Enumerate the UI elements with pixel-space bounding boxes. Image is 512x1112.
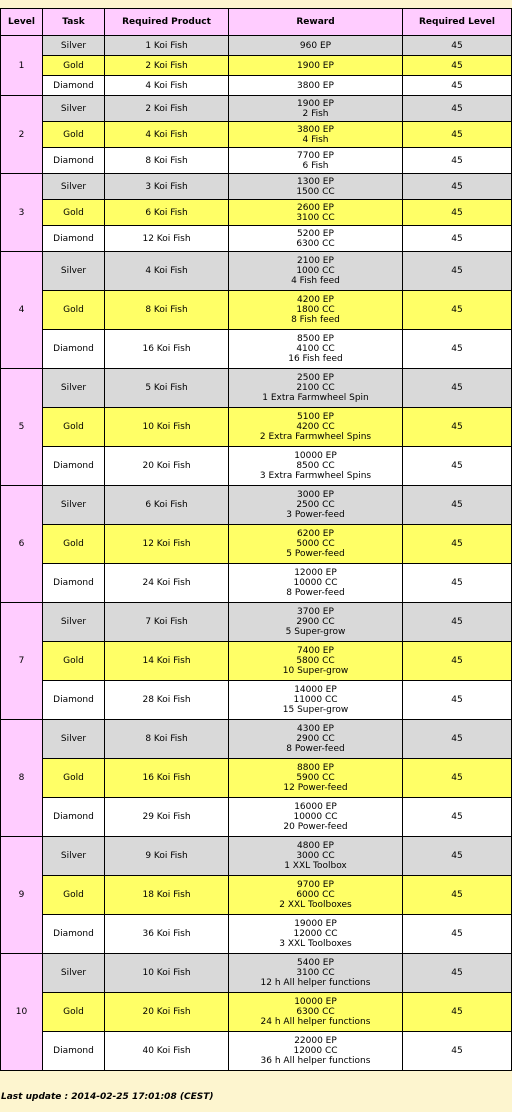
- required-product-cell: 24 Koi Fish: [105, 564, 229, 603]
- reward-line: 3100 CC: [296, 212, 335, 223]
- task-cell: Silver: [43, 96, 105, 122]
- reward-cell: [229, 96, 403, 122]
- task-cell: Diamond: [43, 330, 105, 369]
- task-cell: Silver: [43, 486, 105, 525]
- required-product-cell: 12 Koi Fish: [105, 226, 229, 252]
- reward-line: 5000 CC: [296, 539, 335, 549]
- reward-line: 6 Fish: [302, 160, 329, 171]
- required-product-cell: 12 Koi Fish: [105, 525, 229, 564]
- reward-cell: [229, 564, 403, 603]
- table-row: [1, 642, 512, 681]
- task-cell: Diamond: [43, 681, 105, 720]
- reward-line: 16 Fish feed: [288, 354, 343, 364]
- table-row: [1, 226, 512, 252]
- required-product-cell: 18 Koi Fish: [105, 876, 229, 915]
- task-cell: Gold: [43, 200, 105, 226]
- reward-line: 2600 EP: [297, 202, 334, 213]
- task-cell: Gold: [43, 759, 105, 798]
- required-level-cell: 45: [403, 226, 512, 252]
- task-cell: Diamond: [43, 1032, 105, 1071]
- required-level-cell: 45: [403, 759, 512, 798]
- table-row: [1, 954, 512, 993]
- level-cell: 4: [1, 252, 43, 369]
- reward-line: 16000 EP: [294, 802, 337, 812]
- reward-cell: [229, 122, 403, 148]
- table-row: [1, 837, 512, 876]
- reward-line: 1800 CC: [296, 305, 335, 315]
- task-cell: Diamond: [43, 915, 105, 954]
- required-level-cell: 45: [403, 681, 512, 720]
- reward-cell: [229, 200, 403, 226]
- reward-cell: [229, 915, 403, 954]
- reward-line: 6300 CC: [296, 238, 335, 249]
- required-product-cell: 8 Koi Fish: [105, 720, 229, 759]
- reward-cell: [229, 56, 403, 76]
- required-level-cell: 45: [403, 200, 512, 226]
- reward-line: 11000 CC: [293, 695, 338, 705]
- reward-line: 2500 EP: [297, 373, 334, 383]
- header-required-product: Required Product: [105, 9, 229, 36]
- reward-line: 6000 CC: [296, 890, 335, 900]
- task-cell: Silver: [43, 369, 105, 408]
- table-row: [1, 56, 512, 76]
- header-level: Level: [1, 9, 43, 36]
- task-cell: Gold: [43, 525, 105, 564]
- reward-line: 2 XXL Toolboxes: [279, 900, 352, 910]
- reward-line: 3 XXL Toolboxes: [279, 939, 352, 949]
- required-level-cell: 45: [403, 915, 512, 954]
- table-row: [1, 76, 512, 96]
- reward-line: 2 Extra Farmwheel Spins: [259, 432, 372, 442]
- task-cell: Diamond: [43, 226, 105, 252]
- required-product-cell: 16 Koi Fish: [105, 330, 229, 369]
- reward-cell: [229, 148, 403, 174]
- reward-cell: [229, 174, 403, 200]
- header-reward: Reward: [229, 9, 403, 36]
- table-row: [1, 447, 512, 486]
- level-cell: 7: [1, 603, 43, 720]
- required-level-cell: 45: [403, 369, 512, 408]
- rewards-table: [0, 8, 512, 1071]
- reward-line: 22000 EP: [294, 1036, 337, 1046]
- required-product-cell: 16 Koi Fish: [105, 759, 229, 798]
- reward-line: 4 Fish: [302, 134, 329, 145]
- required-level-cell: 45: [403, 798, 512, 837]
- reward-line: 10 Super-grow: [282, 666, 349, 676]
- task-cell: Diamond: [43, 447, 105, 486]
- reward-line: 4 Fish feed: [291, 276, 340, 286]
- required-level-cell: 45: [403, 993, 512, 1032]
- reward-line: 12000 EP: [294, 568, 337, 578]
- task-cell: Gold: [43, 642, 105, 681]
- reward-line: 12000 CC: [293, 929, 338, 939]
- task-cell: Silver: [43, 603, 105, 642]
- level-cell: 8: [1, 720, 43, 837]
- reward-line: 7700 EP: [297, 150, 334, 161]
- table-header-row: [1, 9, 512, 36]
- table-row: [1, 148, 512, 174]
- required-product-cell: 2 Koi Fish: [105, 56, 229, 76]
- level-cell: 6: [1, 486, 43, 603]
- reward-line: 8500 CC: [296, 461, 335, 471]
- level-cell: 3: [1, 174, 43, 252]
- reward-cell: [229, 486, 403, 525]
- task-cell: Silver: [43, 174, 105, 200]
- reward-cell: [229, 76, 403, 96]
- reward-line: 10000 CC: [293, 578, 338, 588]
- reward-line: 1000 CC: [296, 266, 335, 276]
- required-product-cell: 6 Koi Fish: [105, 200, 229, 226]
- table-body: [1, 36, 512, 1071]
- table-row: [1, 759, 512, 798]
- table-row: [1, 486, 512, 525]
- required-product-cell: 28 Koi Fish: [105, 681, 229, 720]
- reward-line: 4200 CC: [296, 422, 335, 432]
- task-cell: Silver: [43, 720, 105, 759]
- table-row: [1, 96, 512, 122]
- reward-line: 10000 EP: [294, 451, 337, 461]
- reward-cell: [229, 603, 403, 642]
- level-cell: 9: [1, 837, 43, 954]
- header-task: Task: [43, 9, 105, 36]
- reward-line: 12000 CC: [293, 1046, 338, 1056]
- reward-line: 2500 CC: [296, 500, 335, 510]
- reward-line: 36 h All helper functions: [260, 1056, 371, 1066]
- table-row: [1, 408, 512, 447]
- reward-cell: [229, 720, 403, 759]
- table-row: [1, 36, 512, 56]
- reward-line: 3 Extra Farmwheel Spins: [259, 471, 372, 481]
- required-product-cell: 8 Koi Fish: [105, 148, 229, 174]
- reward-line: 5100 EP: [297, 412, 334, 422]
- table-row: [1, 122, 512, 148]
- reward-cell: [229, 837, 403, 876]
- required-level-cell: 45: [403, 603, 512, 642]
- required-level-cell: 45: [403, 148, 512, 174]
- reward-cell: [229, 408, 403, 447]
- required-product-cell: 5 Koi Fish: [105, 369, 229, 408]
- required-level-cell: 45: [403, 330, 512, 369]
- required-level-cell: 45: [403, 291, 512, 330]
- reward-cell: [229, 1032, 403, 1071]
- required-level-cell: 45: [403, 76, 512, 96]
- required-level-cell: 45: [403, 447, 512, 486]
- reward-line: 3100 CC: [296, 968, 335, 978]
- table-row: [1, 603, 512, 642]
- reward-line: 3700 EP: [297, 607, 334, 617]
- reward-line: 3000 CC: [296, 851, 335, 861]
- required-level-cell: 45: [403, 564, 512, 603]
- required-level-cell: 45: [403, 408, 512, 447]
- task-cell: Gold: [43, 56, 105, 76]
- reward-line: 3 Power-feed: [286, 510, 345, 520]
- required-product-cell: 8 Koi Fish: [105, 291, 229, 330]
- reward-line: 12 Power-feed: [283, 783, 348, 793]
- table-row: [1, 720, 512, 759]
- task-cell: Diamond: [43, 148, 105, 174]
- required-product-cell: 10 Koi Fish: [105, 954, 229, 993]
- task-cell: Diamond: [43, 76, 105, 96]
- reward-line: 960 EP: [299, 40, 332, 51]
- last-update: Last update : 2014-02-25 17:01:08 (CEST): [1, 1092, 214, 1102]
- required-product-cell: 2 Koi Fish: [105, 96, 229, 122]
- reward-cell: [229, 993, 403, 1032]
- reward-line: 1 Extra Farmwheel Spin: [262, 393, 369, 403]
- required-product-cell: 40 Koi Fish: [105, 1032, 229, 1071]
- reward-line: 2100 EP: [297, 256, 334, 266]
- table-row: [1, 330, 512, 369]
- task-cell: Gold: [43, 993, 105, 1032]
- required-level-cell: 45: [403, 642, 512, 681]
- reward-line: 1300 EP: [297, 176, 334, 187]
- reward-line: 8800 EP: [297, 763, 334, 773]
- table-row: [1, 200, 512, 226]
- task-cell: Silver: [43, 252, 105, 291]
- reward-line: 6300 CC: [296, 1007, 335, 1017]
- reward-line: 10000 CC: [293, 812, 338, 822]
- table-row: [1, 993, 512, 1032]
- required-product-cell: 36 Koi Fish: [105, 915, 229, 954]
- reward-line: 2900 CC: [296, 617, 335, 627]
- reward-line: 8 Fish feed: [291, 315, 340, 325]
- reward-line: 2900 CC: [296, 734, 335, 744]
- reward-line: 19000 EP: [294, 919, 337, 929]
- required-level-cell: 45: [403, 1032, 512, 1071]
- table-row: [1, 681, 512, 720]
- reward-line: 4800 EP: [297, 841, 334, 851]
- reward-line: 4200 EP: [297, 295, 334, 305]
- reward-line: 7400 EP: [297, 646, 334, 656]
- task-cell: Diamond: [43, 564, 105, 603]
- required-level-cell: 45: [403, 96, 512, 122]
- required-level-cell: 45: [403, 720, 512, 759]
- required-product-cell: 6 Koi Fish: [105, 486, 229, 525]
- reward-line: 1900 EP: [297, 98, 334, 109]
- table-row: [1, 252, 512, 291]
- required-level-cell: 45: [403, 122, 512, 148]
- required-product-cell: 3 Koi Fish: [105, 174, 229, 200]
- reward-cell: [229, 36, 403, 56]
- required-level-cell: 45: [403, 36, 512, 56]
- required-level-cell: 45: [403, 525, 512, 564]
- required-product-cell: 1 Koi Fish: [105, 36, 229, 56]
- required-product-cell: 4 Koi Fish: [105, 122, 229, 148]
- reward-line: 2 Fish: [302, 108, 329, 119]
- task-cell: Diamond: [43, 798, 105, 837]
- reward-line: 8500 EP: [297, 334, 334, 344]
- required-level-cell: 45: [403, 837, 512, 876]
- reward-line: 4300 EP: [297, 724, 334, 734]
- reward-line: 20 Power-feed: [283, 822, 348, 832]
- table-row: [1, 915, 512, 954]
- required-level-cell: 45: [403, 174, 512, 200]
- reward-cell: [229, 330, 403, 369]
- reward-line: 1 XXL Toolbox: [284, 861, 347, 871]
- task-cell: Gold: [43, 408, 105, 447]
- task-cell: Silver: [43, 36, 105, 56]
- task-cell: Gold: [43, 876, 105, 915]
- table-row: [1, 369, 512, 408]
- reward-line: 5400 EP: [297, 958, 334, 968]
- reward-cell: [229, 447, 403, 486]
- reward-line: 5800 CC: [296, 656, 335, 666]
- table-row: [1, 174, 512, 200]
- task-cell: Silver: [43, 837, 105, 876]
- table-row: [1, 525, 512, 564]
- required-product-cell: 20 Koi Fish: [105, 993, 229, 1032]
- reward-cell: [229, 798, 403, 837]
- reward-line: 1900 EP: [297, 60, 334, 71]
- reward-line: 8 Power-feed: [286, 588, 345, 598]
- reward-line: 24 h All helper functions: [260, 1017, 371, 1027]
- reward-line: 2100 CC: [296, 383, 335, 393]
- task-cell: Gold: [43, 122, 105, 148]
- reward-cell: [229, 876, 403, 915]
- reward-cell: [229, 525, 403, 564]
- task-cell: Silver: [43, 954, 105, 993]
- header-required-level: Required Level: [403, 9, 512, 36]
- required-level-cell: 45: [403, 486, 512, 525]
- table-row: [1, 876, 512, 915]
- required-product-cell: 7 Koi Fish: [105, 603, 229, 642]
- reward-line: 3000 EP: [297, 490, 334, 500]
- reward-line: 1500 CC: [296, 186, 335, 197]
- reward-cell: [229, 291, 403, 330]
- required-product-cell: 10 Koi Fish: [105, 408, 229, 447]
- reward-line: 5 Super-grow: [285, 627, 346, 637]
- table-row: [1, 798, 512, 837]
- reward-line: 5200 EP: [297, 228, 334, 239]
- required-product-cell: 4 Koi Fish: [105, 76, 229, 96]
- level-cell: 5: [1, 369, 43, 486]
- required-product-cell: 4 Koi Fish: [105, 252, 229, 291]
- reward-cell: [229, 681, 403, 720]
- reward-line: 3800 EP: [297, 124, 334, 135]
- reward-cell: [229, 369, 403, 408]
- reward-line: 6200 EP: [297, 529, 334, 539]
- required-level-cell: 45: [403, 954, 512, 993]
- required-product-cell: 29 Koi Fish: [105, 798, 229, 837]
- reward-line: 15 Super-grow: [282, 705, 349, 715]
- table-row: [1, 291, 512, 330]
- required-product-cell: 9 Koi Fish: [105, 837, 229, 876]
- reward-line: 3800 EP: [297, 80, 334, 91]
- reward-line: 8 Power-feed: [286, 744, 345, 754]
- reward-line: 5900 CC: [296, 773, 335, 783]
- reward-line: 10000 EP: [294, 997, 337, 1007]
- required-product-cell: 14 Koi Fish: [105, 642, 229, 681]
- level-cell: 2: [1, 96, 43, 174]
- required-level-cell: 45: [403, 252, 512, 291]
- reward-cell: [229, 252, 403, 291]
- required-level-cell: 45: [403, 876, 512, 915]
- level-cell: 10: [1, 954, 43, 1071]
- reward-line: 14000 EP: [294, 685, 337, 695]
- reward-cell: [229, 642, 403, 681]
- required-level-cell: 45: [403, 56, 512, 76]
- reward-cell: [229, 954, 403, 993]
- task-cell: Gold: [43, 291, 105, 330]
- level-cell: 1: [1, 36, 43, 96]
- reward-line: 12 h All helper functions: [260, 978, 371, 988]
- reward-line: 9700 EP: [297, 880, 334, 890]
- table-row: [1, 564, 512, 603]
- table-row: [1, 1032, 512, 1071]
- reward-line: 4100 CC: [296, 344, 335, 354]
- reward-cell: [229, 226, 403, 252]
- reward-cell: [229, 759, 403, 798]
- required-product-cell: 20 Koi Fish: [105, 447, 229, 486]
- reward-line: 5 Power-feed: [286, 549, 345, 559]
